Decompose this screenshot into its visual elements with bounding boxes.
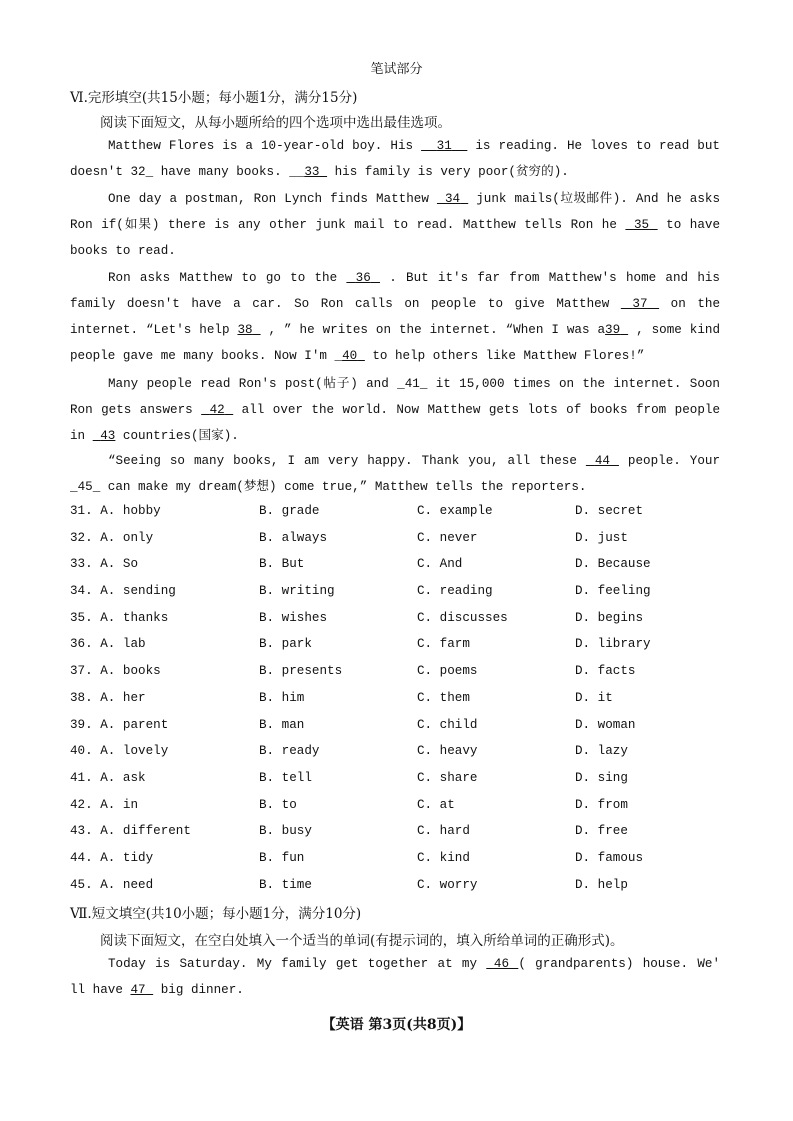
blank-41: 41	[404, 377, 420, 391]
option-choice: C. child	[417, 717, 478, 732]
option-row	[70, 798, 730, 825]
option-choice: C. kind	[417, 850, 470, 865]
option-choice: 44. A. tidy	[70, 850, 154, 865]
option-choice: C. hard	[417, 824, 470, 839]
option-choice: 40. A. lovely	[70, 744, 169, 759]
option-choice: B. busy	[259, 824, 312, 839]
option-row	[70, 744, 730, 771]
page-title: 笔试部分	[370, 62, 423, 77]
option-choice: 45. A. need	[70, 877, 154, 892]
option-choice: 36. A. lab	[70, 637, 146, 652]
option-choice: C. example	[417, 504, 493, 518]
option-choice: C. poems	[417, 664, 478, 679]
option-choice: D. it	[575, 690, 613, 705]
page-footer: 【英语 第3页(共8页)】	[321, 1017, 472, 1033]
option-choice: D. library	[575, 637, 651, 652]
option-choice: D. just	[575, 530, 628, 545]
option-choice: 37. A. books	[70, 664, 161, 679]
option-choice: 41. A. ask	[70, 770, 146, 785]
blank-32: 32	[130, 165, 146, 179]
blank-43: 43	[100, 429, 116, 443]
section-7-instruction: 阅读下面短文，在空白处填入一个适当的单词(有提示词的，填入所给单词的正确形式)。	[100, 933, 624, 949]
section-7-heading: Ⅶ.短文填空(共10小题；每小题1分，满分10分)	[70, 906, 362, 922]
option-choice: B. to	[259, 797, 297, 812]
option-choice: C. reading	[417, 584, 493, 599]
option-choice: B. ready	[259, 744, 320, 759]
blank-34: 34	[445, 192, 461, 206]
option-row	[70, 851, 730, 878]
option-row	[70, 584, 730, 611]
blank-38: 38	[237, 323, 253, 337]
option-choice: C. And	[417, 557, 463, 572]
blank-42: 42	[209, 403, 225, 417]
blank-40: 40	[342, 349, 358, 363]
passage-paragraph-2: One day a postman, Ron Lynch finds Matthew 34 junk mails(垃圾邮件). And he asks Ron if(如果) there is any other junk mail to read. Matthew tells Ron he 35 to have books to read.	[70, 192, 721, 258]
blank-46: 46	[493, 957, 510, 971]
option-choice: 38. A. her	[70, 690, 146, 705]
blank-33: 33	[304, 165, 320, 179]
option-row	[70, 611, 730, 638]
option-choice: 43. A. different	[70, 824, 191, 839]
option-choice: 32. A. only	[70, 530, 154, 545]
option-choice: D. help	[575, 877, 628, 892]
blank-47: 47	[130, 983, 146, 997]
option-choice: B. time	[259, 877, 312, 892]
option-choice: D. feeling	[575, 584, 651, 599]
blank-36: 36	[355, 271, 371, 285]
option-row	[70, 637, 730, 664]
option-choice: C. never	[417, 530, 478, 545]
option-choice: D. Because	[575, 557, 651, 572]
blank-31: 31	[436, 139, 452, 153]
option-row	[70, 824, 730, 851]
option-choice: C. them	[417, 690, 470, 705]
passage-paragraph-3: Ron asks Matthew to go to the 36 . But it's far from Matthew's home and his family doesn't have a car. So Ron calls on people to give Matthew 37 on the internet. “Let's help 38 , ” he writes on the internet. “When I was a39 , some kind people gave me many books. Now I'm _40_ to help others like Matthew Flores!”	[70, 271, 721, 363]
option-choice: 33. A. So	[70, 557, 139, 572]
option-choice: 35. A. thanks	[70, 610, 169, 625]
option-choice: D. sing	[575, 770, 628, 785]
option-row	[70, 504, 730, 531]
option-choice: D. woman	[575, 717, 636, 732]
option-row	[70, 771, 730, 798]
option-choice: D. free	[575, 824, 628, 839]
blank-37: 37	[632, 297, 648, 311]
blank-35: 35	[633, 218, 650, 232]
option-row	[70, 664, 730, 691]
option-choice: D. begins	[575, 610, 644, 625]
blank-45: 45	[77, 480, 93, 494]
option-choice: 31. A. hobby	[70, 504, 161, 518]
option-choice: D. from	[575, 797, 628, 812]
option-row	[70, 878, 730, 905]
passage-paragraph-5: “Seeing so many books, I am very happy. Thank you, all these 44 people. Your _45_ can make my dream(梦想) come true,” Matthew tells the reporters.	[70, 454, 720, 494]
section-7-paragraph-1: Today is Saturday. My family get together at my _46 ( grandparents) house. We' ll have 47 big dinner.	[70, 957, 720, 997]
option-choice: 39. A. parent	[70, 717, 169, 732]
option-row	[70, 691, 730, 718]
option-choice: B. always	[259, 530, 328, 545]
option-choice: B. presents	[259, 664, 343, 679]
passage-paragraph-1: Matthew Flores is a 10-year-old boy. His _31_ is reading. He loves to read but doesn't 32_ have many books. __33_ his family is very poor(贫穷的).	[70, 139, 720, 179]
option-choice: B. tell	[259, 770, 312, 785]
option-choice: 42. A. in	[70, 797, 139, 812]
option-choice: C. share	[417, 770, 478, 785]
option-choice: B. grade	[259, 504, 320, 518]
option-row	[70, 557, 730, 584]
option-choice: 34. A. sending	[70, 584, 176, 599]
option-choice: C. discusses	[417, 610, 508, 625]
option-choice: D. lazy	[575, 744, 628, 759]
option-choice: B. fun	[259, 850, 305, 865]
option-choice: B. park	[259, 637, 312, 652]
blank-39: 39	[605, 323, 621, 337]
option-choice: B. But	[259, 557, 305, 572]
option-choice: B. wishes	[259, 610, 328, 625]
option-choice: C. farm	[417, 637, 470, 652]
section-6-instruction: 阅读下面短文，从每小题所给的四个选项中选出最佳选项。	[100, 115, 451, 131]
passage-paragraph-4: Many people read Ron's post(帖子) and _41_ it 15,000 times on the internet. Soon Ron gets answers 42 all over the world. Now Matthew gets lots of books from people in 43 countries(国家).	[70, 377, 720, 443]
option-choice: B. man	[259, 717, 305, 732]
options-table	[70, 504, 730, 904]
option-row	[70, 718, 730, 745]
option-choice: D. secret	[575, 504, 644, 518]
option-choice: C. at	[417, 797, 455, 812]
blank-44: 44	[594, 454, 610, 468]
option-choice: D. famous	[575, 850, 644, 865]
option-choice: B. him	[259, 690, 305, 705]
section-6-heading: Ⅵ.完形填空(共15小题；每小题1分，满分15分)	[70, 90, 358, 106]
option-choice: B. writing	[259, 584, 335, 599]
option-choice: D. facts	[575, 664, 636, 679]
option-choice: C. heavy	[417, 744, 478, 759]
option-choice: C. worry	[417, 877, 478, 892]
option-row	[70, 531, 730, 558]
